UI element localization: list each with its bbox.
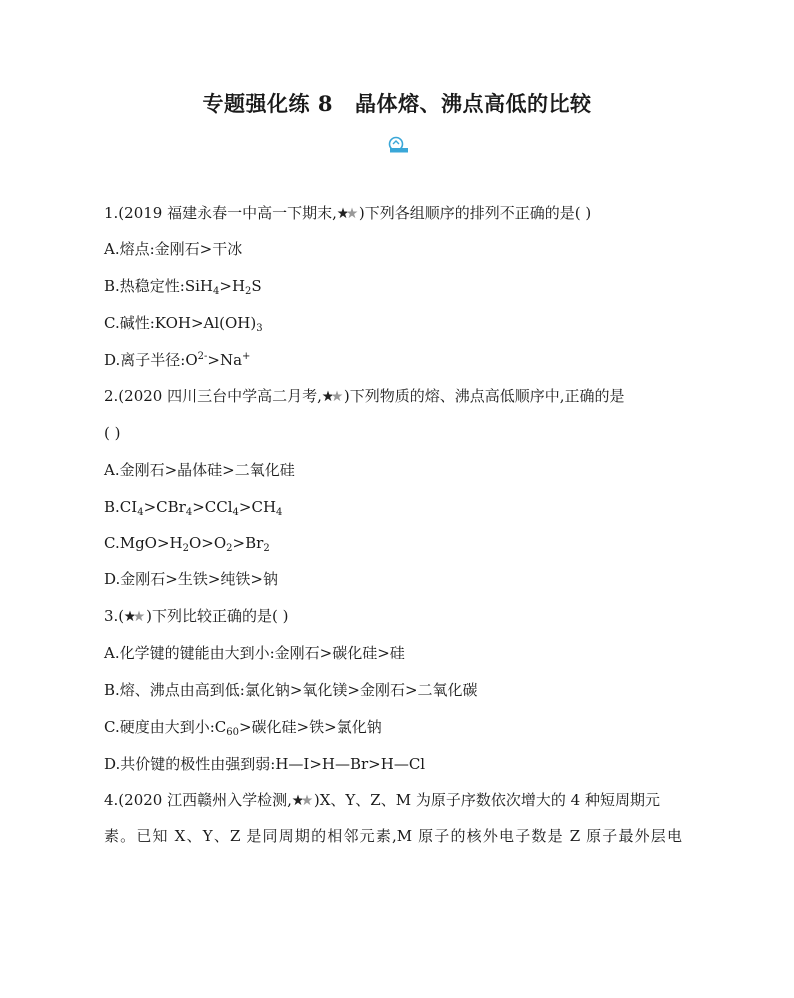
question-1-stem: 1.(2019 福建永春一中高一下期末, )下列各组顺序的排列不正确的是( ) [104,204,592,222]
question-4-stem-line-2: 素。已知 X、Y、Z 是同周期的相邻元素,M 原子的核外电子数是 Z 原子最外层电 [104,827,682,845]
difficulty-star-icon [292,793,314,807]
question-2-option-d: D.金刚石>生铁>纯铁>钠 [104,570,278,588]
question-2-stem: 2.(2020 四川三台中学高二月考, )下列物质的熔、沸点高低顺序中,正确的是 [104,387,625,405]
logo-icon [386,136,410,154]
question-2-option-b: $B.CI_4>CBr_4>CCl_4>CH_4$ [104,498,283,518]
question-3-option-a: A.化学键的键能由大到小:金刚石>碳化硅>硅 [104,644,405,662]
question-4-stem: 4.(2020 江西赣州入学检测, )X、Y、Z、M 为原子序数依次增大的 4 种短周期元 [104,791,660,809]
question-1-option-c: C.碱性$:KOH>Al(OH)_3$ [104,314,263,334]
question-1-option-b: B.热稳定性$:SiH_4>H_2S$ [104,277,262,297]
page-title [0,88,794,118]
question-3-option-b: B.熔、沸点由高到低:氯化钠>氧化镁>金刚石>二氧化碳 [104,681,478,699]
question-2-option-c: $C.MgO>H_2O>O_2>Br_2$ [104,534,270,554]
question-1-option-a: A.熔点:金刚石>干冰 [104,240,243,258]
question-3-option-d: D.共价键的极性由强到弱:H—I>H—Br>H—Cl [104,755,426,773]
question-3-stem: 3.( )下列比较正确的是( ) [104,607,289,625]
title-sub: 晶体熔、沸点高低的比较 [354,91,592,116]
difficulty-star-icon [124,609,146,623]
question-1-option-d: D.离子半径$:O^{2-}>Na^+$ [104,351,251,369]
difficulty-star-icon [322,389,344,403]
difficulty-star-icon [337,206,359,220]
title-main: 专题强化练 8 [202,91,333,116]
question-2-answer-paren: ( ) [104,424,121,442]
question-2-option-a: A.金刚石>晶体硅>二氧化硅 [104,461,295,479]
question-3-option-c: C.硬度由大到小$:C_{60}>$碳化硅>铁>氯化钠 [104,718,382,738]
